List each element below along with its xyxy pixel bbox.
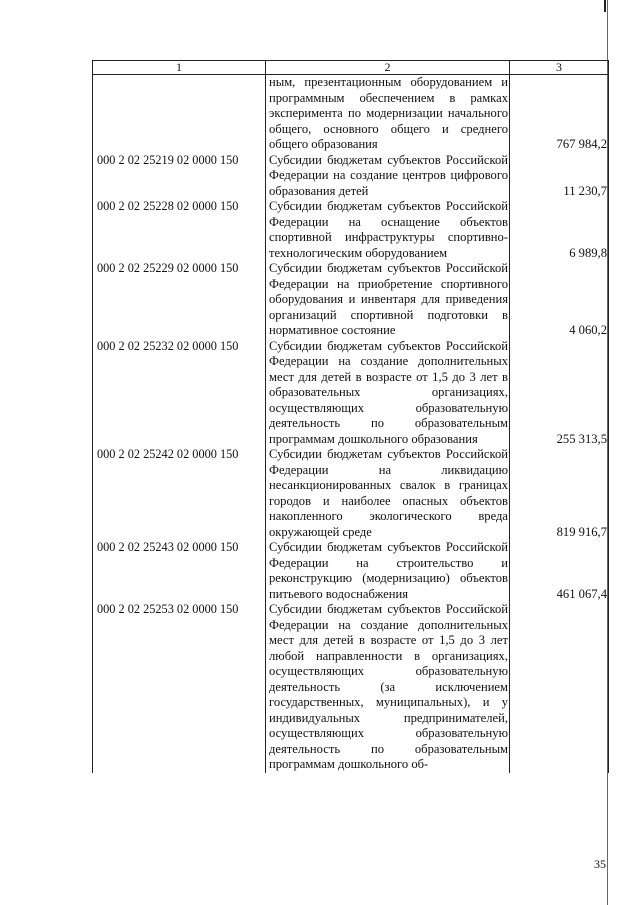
- budget-table: [92, 60, 609, 773]
- table-row: [93, 602, 609, 773]
- column-header-description: 2: [266, 61, 510, 75]
- row-amount: 6 989,8: [510, 199, 609, 261]
- continuation-description: ным, презентационным оборудованием и программным обеспечением в рамках эксперимента по модернизации начального общего, основного общего и среднего общего образования: [266, 75, 510, 153]
- row-code: 000 2 02 25243 02 0000 150: [93, 540, 266, 602]
- row-description: Субсидии бюджетам субъектов Российской Федерации на создание дополнительных мест для детей в возрасте от 1,5 до 3 лет любой направленности в организациях, осуществляющих образовательную деятельность (за исключением государственных, муниципальных), и у индивидуальных предпринимателей, осуществляющих образовательную деятельность по образовательным программам дошкольного об-: [266, 602, 510, 773]
- table-row: [93, 447, 609, 540]
- table-row: [93, 261, 609, 339]
- row-amount: 255 313,5: [510, 339, 609, 448]
- column-header-amount: 3: [510, 61, 609, 75]
- row-description: Субсидии бюджетам субъектов Российской Федерации на оснащение объектов спортивной инфраструктуры спортивно-технологическим оборудованием: [266, 199, 510, 261]
- row-description: Субсидии бюджетам субъектов Российской Федерации на создание дополнительных мест для детей в возрасте от 1,5 до 3 лет в образовательных организациях, осуществляющих образовательную деятельность по образовательным программам дошкольного образования: [266, 339, 510, 448]
- row-description: Субсидии бюджетам субъектов Российской Федерации на строительство и реконструкцию (модернизацию) объектов питьевого водоснабжения: [266, 540, 510, 602]
- row-amount: 4 060,2: [510, 261, 609, 339]
- row-code: 000 2 02 25242 02 0000 150: [93, 447, 266, 540]
- continuation-code-cell: [93, 75, 266, 153]
- table-row: [93, 153, 609, 200]
- table-header-row: [93, 61, 609, 75]
- row-description: Субсидии бюджетам субъектов Российской Федерации на ликвидацию несанкционированных свалок в границах городов и наиболее опасных объектов накопленного экологического вреда окружающей среде: [266, 447, 510, 540]
- table-row: [93, 339, 609, 448]
- row-code: 000 2 02 25228 02 0000 150: [93, 199, 266, 261]
- table-row: [93, 540, 609, 602]
- row-description: Субсидии бюджетам субъектов Российской Федерации на приобретение спортивного оборудования и инвентаря для приведения организаций спортивной подготовки в нормативное состояние: [266, 261, 510, 339]
- continuation-amount: 767 984,2: [510, 75, 609, 153]
- row-description: Субсидии бюджетам субъектов Российской Федерации на создание центров цифрового образования детей: [266, 153, 510, 200]
- column-header-code: 1: [93, 61, 266, 75]
- row-code: 000 2 02 25219 02 0000 150: [93, 153, 266, 200]
- row-amount: 819 916,7: [510, 447, 609, 540]
- row-code: 000 2 02 25253 02 0000 150: [93, 602, 266, 773]
- row-amount: 461 067,4: [510, 540, 609, 602]
- row-code: 000 2 02 25232 02 0000 150: [93, 339, 266, 448]
- table-row-continuation: [93, 75, 609, 153]
- row-amount: [510, 602, 609, 773]
- row-code: 000 2 02 25229 02 0000 150: [93, 261, 266, 339]
- page-edge-mark: [604, 0, 606, 12]
- page-number: 35: [594, 857, 606, 871]
- row-amount: 11 230,7: [510, 153, 609, 200]
- table-row: [93, 199, 609, 261]
